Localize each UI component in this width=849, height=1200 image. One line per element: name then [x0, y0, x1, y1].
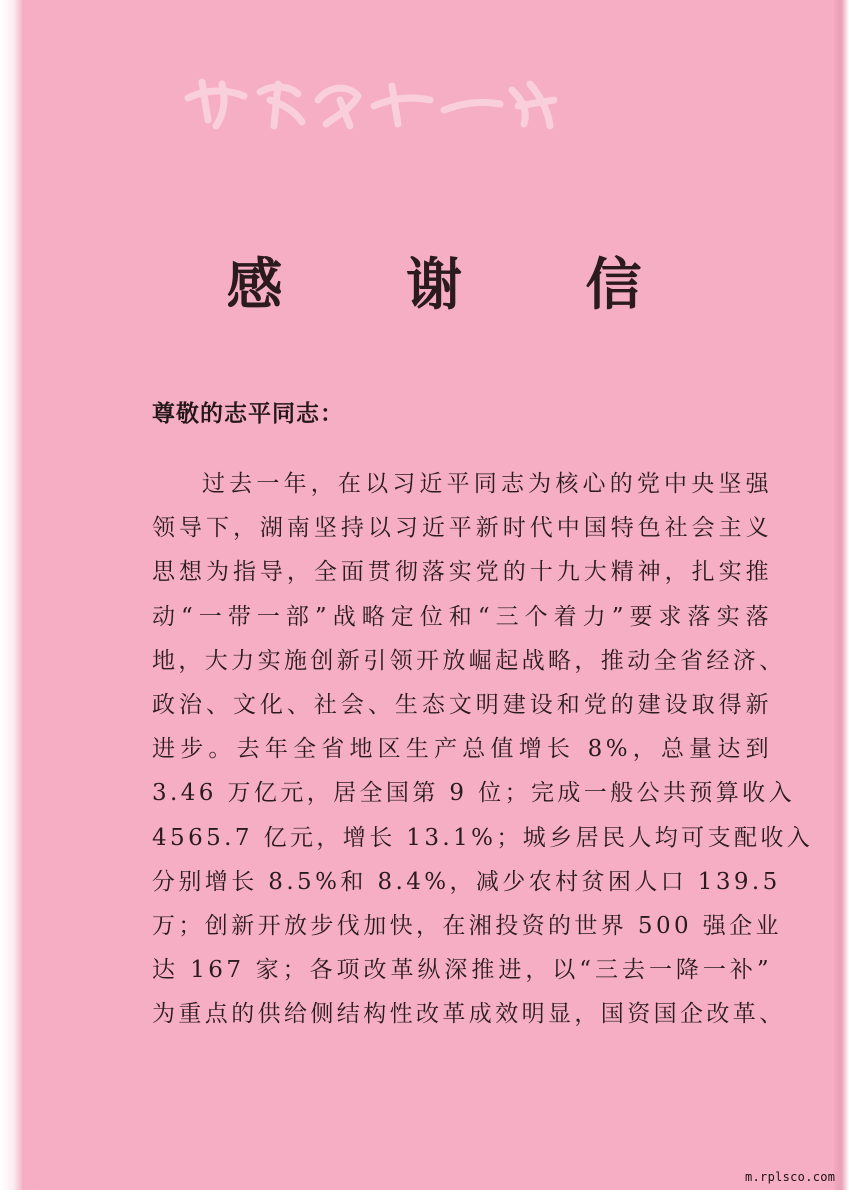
letter-body — [152, 462, 814, 1037]
body-line: 思想为指导，全面贯彻落实党的十九大精神，扎实推 — [152, 559, 772, 586]
scan-left-edge — [0, 0, 22, 1200]
embossed-calligraphy-watermark — [178, 70, 558, 132]
body-line: 地，大力实施创新引领开放崛起战略，推动全省经济、 — [152, 647, 786, 674]
body-line: 达 167 家；各项改革纵深推进，以“三去一降一补” — [152, 957, 772, 984]
salutation: 尊敬的志平同志： — [152, 400, 344, 427]
body-line: 政治、文化、社会、生态文明建设和党的建设取得新 — [152, 692, 772, 719]
body-line: 过去一年，在以习近平同志为核心的党中央坚强 — [202, 471, 772, 497]
body-line: 4565.7 亿元，增长 13.1%；城乡居民人均可支配收入 — [152, 824, 814, 851]
scan-bottom-edge — [0, 1190, 849, 1200]
body-line: 动“一带一部”战略定位和“三个着力”要求落实落 — [152, 603, 772, 630]
body-line: 进步。去年全省地区生产总值增长 8%，总量达到 — [152, 736, 772, 763]
body-line: 3.46 万亿元，居全国第 9 位；完成一般公共预算收入 — [152, 780, 795, 807]
scan-right-edge — [834, 0, 849, 1200]
body-line: 分别增长 8.5%和 8.4%，减少农村贫困人口 139.5 — [152, 868, 781, 895]
body-line: 为重点的供给侧结构性改革成效明显，国资国企改革、 — [152, 1001, 786, 1028]
letter-title: 感 谢 信 — [226, 252, 694, 318]
body-line: 领导下，湖南坚持以习近平新时代中国特色社会主义 — [152, 515, 772, 542]
body-line: 万；创新开放步伐加快，在湘投资的世界 500 强企业 — [152, 913, 782, 940]
site-watermark: m.rplsco.com — [745, 1170, 836, 1184]
